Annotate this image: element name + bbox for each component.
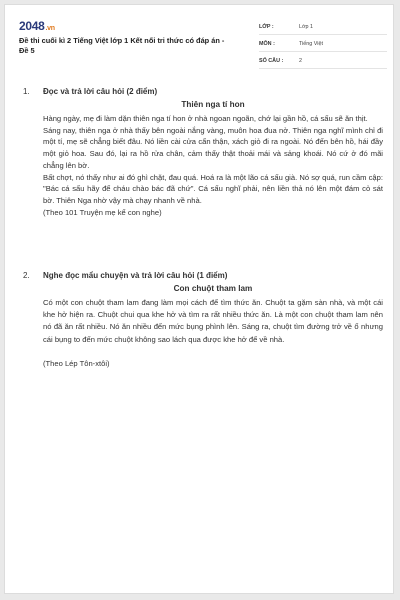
question-number: 2.	[23, 271, 30, 280]
meta-label: MÔN :	[259, 41, 275, 47]
story-paragraph: Bất chợt, nó thấy như ai đó ghì chặt, đau quá. Hoá ra là một lão cá sấu già. Nó sợ quá, run cầm cập: "Bác cá sấu hãy để cháu chào bác đã chứ". Cá sấu nghĩ phải, nên liền thả nó lên một đám cỏ sát bờ. Thiên Nga nhờ vậy mà chạy nhanh về nhà.	[43, 172, 383, 205]
meta-subject	[259, 38, 387, 52]
exam-meta	[259, 21, 387, 72]
document-page	[4, 4, 394, 594]
site-logo[interactable]	[19, 19, 55, 33]
story-source: (Theo 101 Truyện mẹ kể con nghe)	[43, 207, 162, 217]
story-body	[43, 297, 383, 370]
question-prompt: Đọc và trả lời câu hỏi (2 điểm)	[43, 87, 158, 96]
meta-label: SỐ CÂU :	[259, 58, 284, 64]
question-prompt: Nghe đọc mẩu chuyện và trả lời câu hỏi (1 điểm)	[43, 271, 228, 280]
question-number: 1.	[23, 87, 30, 96]
logo-text: 2048	[19, 19, 45, 33]
story-paragraph: Sáng nay, thiên nga ở nhà thấy bên ngoài nắng vàng, muôn hoa đua nở. Thiên nga nghĩ mình chỉ đi một tí, mẹ sẽ chẳng biết đâu. Nó liền cài cửa cẩn thận, xách giỏ đi ra ngoài. Nó đến bên hồ, hái đầy một giỏ hoa. Sau đó, lại ra hồ rửa chân, cảm thấy thật thoải mái và sảng khoái. Nó cứ ở đó mãi chẳng lên bờ.	[43, 125, 383, 170]
meta-value: Tiếng Việt	[299, 41, 323, 47]
meta-value: Lớp 1	[299, 24, 314, 30]
story-title: Thiên nga tí hon	[181, 100, 245, 109]
story-paragraph: Hàng ngày, mẹ đi làm dặn thiên nga tí hon ở nhà ngoan ngoãn, chớ lại gần hồ, cá sấu sẽ ăn thịt.	[43, 114, 368, 123]
meta-question-count	[259, 55, 387, 69]
meta-grade	[259, 21, 387, 35]
exam-title: Đề thi cuối kì 2 Tiếng Việt lớp 1 Kết nối tri thức có đáp án - Đề 5	[19, 36, 225, 55]
meta-label: LỚP :	[259, 24, 274, 30]
story-source: (Theo Lép Tôn-xtôi)	[43, 358, 110, 368]
story-body	[43, 113, 383, 218]
logo-suffix: .vn	[45, 25, 55, 32]
document-header	[19, 19, 383, 69]
story-title: Con chuột tham lam	[173, 284, 253, 293]
story-paragraph: Có một con chuột tham lam đang làm mọi cách để tìm thức ăn. Chuột ta gặm sàn nhà, và một cái khe hở hiện ra. Chuột chui qua khe hở và tìm ra rất nhiều thức ăn. Là một con chuột tham lam nên nó đã ăn rất nhiều. Nó ăn nhiều đến mức bụng phình lên. Sáng ra, chuột tìm đường trở về ổ nhưng cái bụng to đến mức chuột không sao lách qua được khe hở để về nhà.	[43, 298, 383, 344]
meta-value: 2	[299, 58, 302, 64]
